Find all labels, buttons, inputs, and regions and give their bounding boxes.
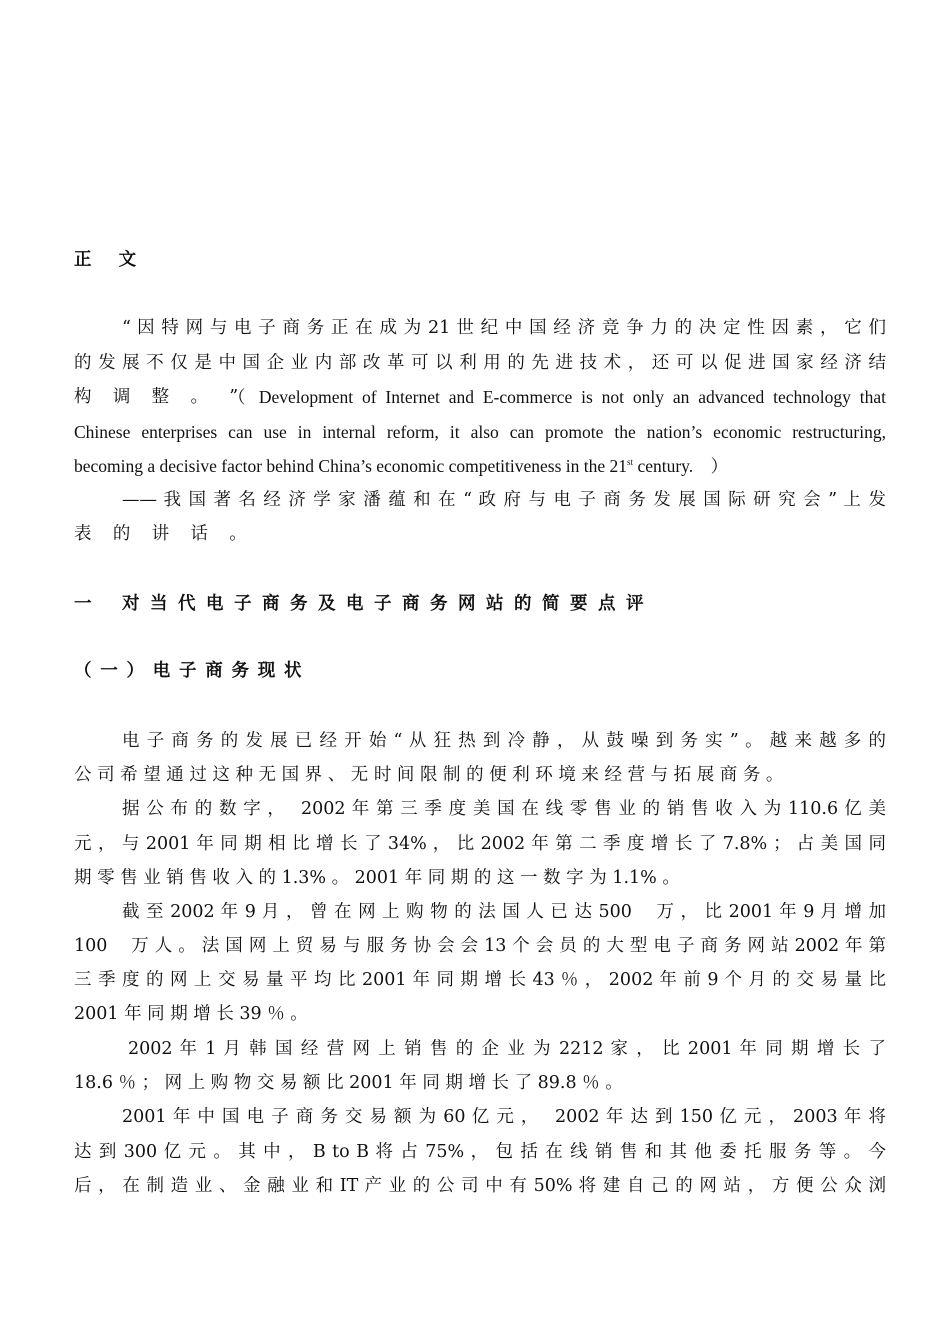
p3-line-1: 截 至 2002 年 9 月 ， 曾 在 网 上 购 物 的 法 国 人 已 达 500 万 ， 比 2001 年 9 月 增 加 (122, 902, 886, 922)
quote-english-line-1: （ Development of Internet and E-commerce is not only an advanced technology that (228, 387, 886, 407)
p5-line-1: 2001 年 中 国 电 子 商 务 交 易 额 为 60 亿 元 ， 2002 年 达 到 150 亿 元 ， 2003 年 将 (122, 1107, 886, 1127)
p2-line-2: 元 ， 与 2001 年 同 期 相 比 增 长 了 34% ， 比 2002 年 第 二 季 度 增 长 了 7.8% ； 占 美 国 同 (74, 834, 886, 854)
quote-line-2: 的 发 展 不 仅 是 中 国 企 业 内 部 改 革 可 以 利 用 的 先 进 技 术 ， 还 可 以 促 进 国 家 经 济 结 (74, 353, 886, 373)
heading1-number: 一 (74, 594, 102, 614)
p1-line-1: 电 子 商 务 的 发 展 已 经 开 始 “ 从 狂 热 到 冷 静 ， 从 鼓 噪 到 务 实 ” 。 越 来 越 多 的 (122, 731, 886, 751)
p5-line-2: 达 到 300 亿 元 。 其 中 ， B to B 将 占 75% ， 包 括 在 线 销 售 和 其 他 委 托 服 务 等 。 今 (74, 1142, 886, 1162)
attribution-line-2: 表 的 讲 话 。 (74, 524, 255, 544)
attribution-line-1: —— 我 国 著 名 经 济 学 家 潘 蕴 和 在 “ 政 府 与 电 子 商 务 发 展 国 际 研 究 会 ” 上 发 (122, 490, 886, 510)
p2-line-1: 据 公 布 的 数 字 ， 2002 年 第 三 季 度 美 国 在 线 零 售 业 的 销 售 收 入 为 110.6 亿 美 (122, 799, 886, 819)
quote-english-text: becoming a decisive factor behind China’s economic competitiveness in the 21 (74, 456, 628, 476)
p3-line-3: 三 季 度 的 网 上 交 易 量 平 均 比 2001 年 同 期 增 长 43 ％ ， 2002 年 前 9 个 月 的 交 易 量 比 (74, 970, 886, 990)
p3-line-2: 100 万 人 。 法 国 网 上 贸 易 与 服 务 协 会 会 13 个 会 员 的 大 型 电 子 商 务 网 站 2002 年 第 (74, 936, 886, 956)
quote-line-3: 构 调 整 。 ” (74, 387, 247, 407)
p1-line-2: 公 司 希 望 通 过 这 种 无 国 界 、 无 时 间 限 制 的 便 利 环 境 来 经 营 与 拓 展 商 务 。 (74, 765, 784, 785)
section-label: 正 文 (74, 250, 147, 270)
ordinal-suffix: st (627, 457, 634, 468)
quote-english-end: century. ） (637, 456, 729, 476)
p4-line-1: 2002 年 1 月 韩 国 经 营 网 上 销 售 的 企 业 为 2212 家 ， 比 2001 年 同 期 增 长 了 (128, 1039, 886, 1059)
p5-line-3: 后 ， 在 制 造 业 、 金 融 业 和 IT 产 业 的 公 司 中 有 50% 将 建 自 己 的 网 站 ， 方 便 公 众 浏 (74, 1176, 886, 1196)
heading2: （一）电子商务现状 (74, 661, 311, 681)
p2-line-3: 期 零 售 业 销 售 收 入 的 1.3% 。 2001 年 同 期 的 这 一 数 字 为 1.1% 。 (74, 868, 680, 888)
quote-english-line-2: Chinese enterprises can use in internal reform, it also can promote the nation’s economic restructuring, (74, 422, 886, 442)
p3-line-4: 2001 年 同 期 增 长 39 ％ 。 (74, 1004, 308, 1024)
heading1-text: 对当代电子商务及电子商务网站的简要点评 (122, 594, 654, 614)
quote-line-1: “ 因 特 网 与 电 子 商 务 正 在 成 为 21 世 纪 中 国 经 济 竞 争 力 的 决 定 性 因 素 ， 它 们 (122, 318, 886, 338)
p4-line-2: 18.6 ％ ； 网 上 购 物 交 易 额 比 2001 年 同 期 增 长 了 89.8 ％ 。 (74, 1073, 623, 1093)
quote-english-line-3 (74, 454, 886, 478)
